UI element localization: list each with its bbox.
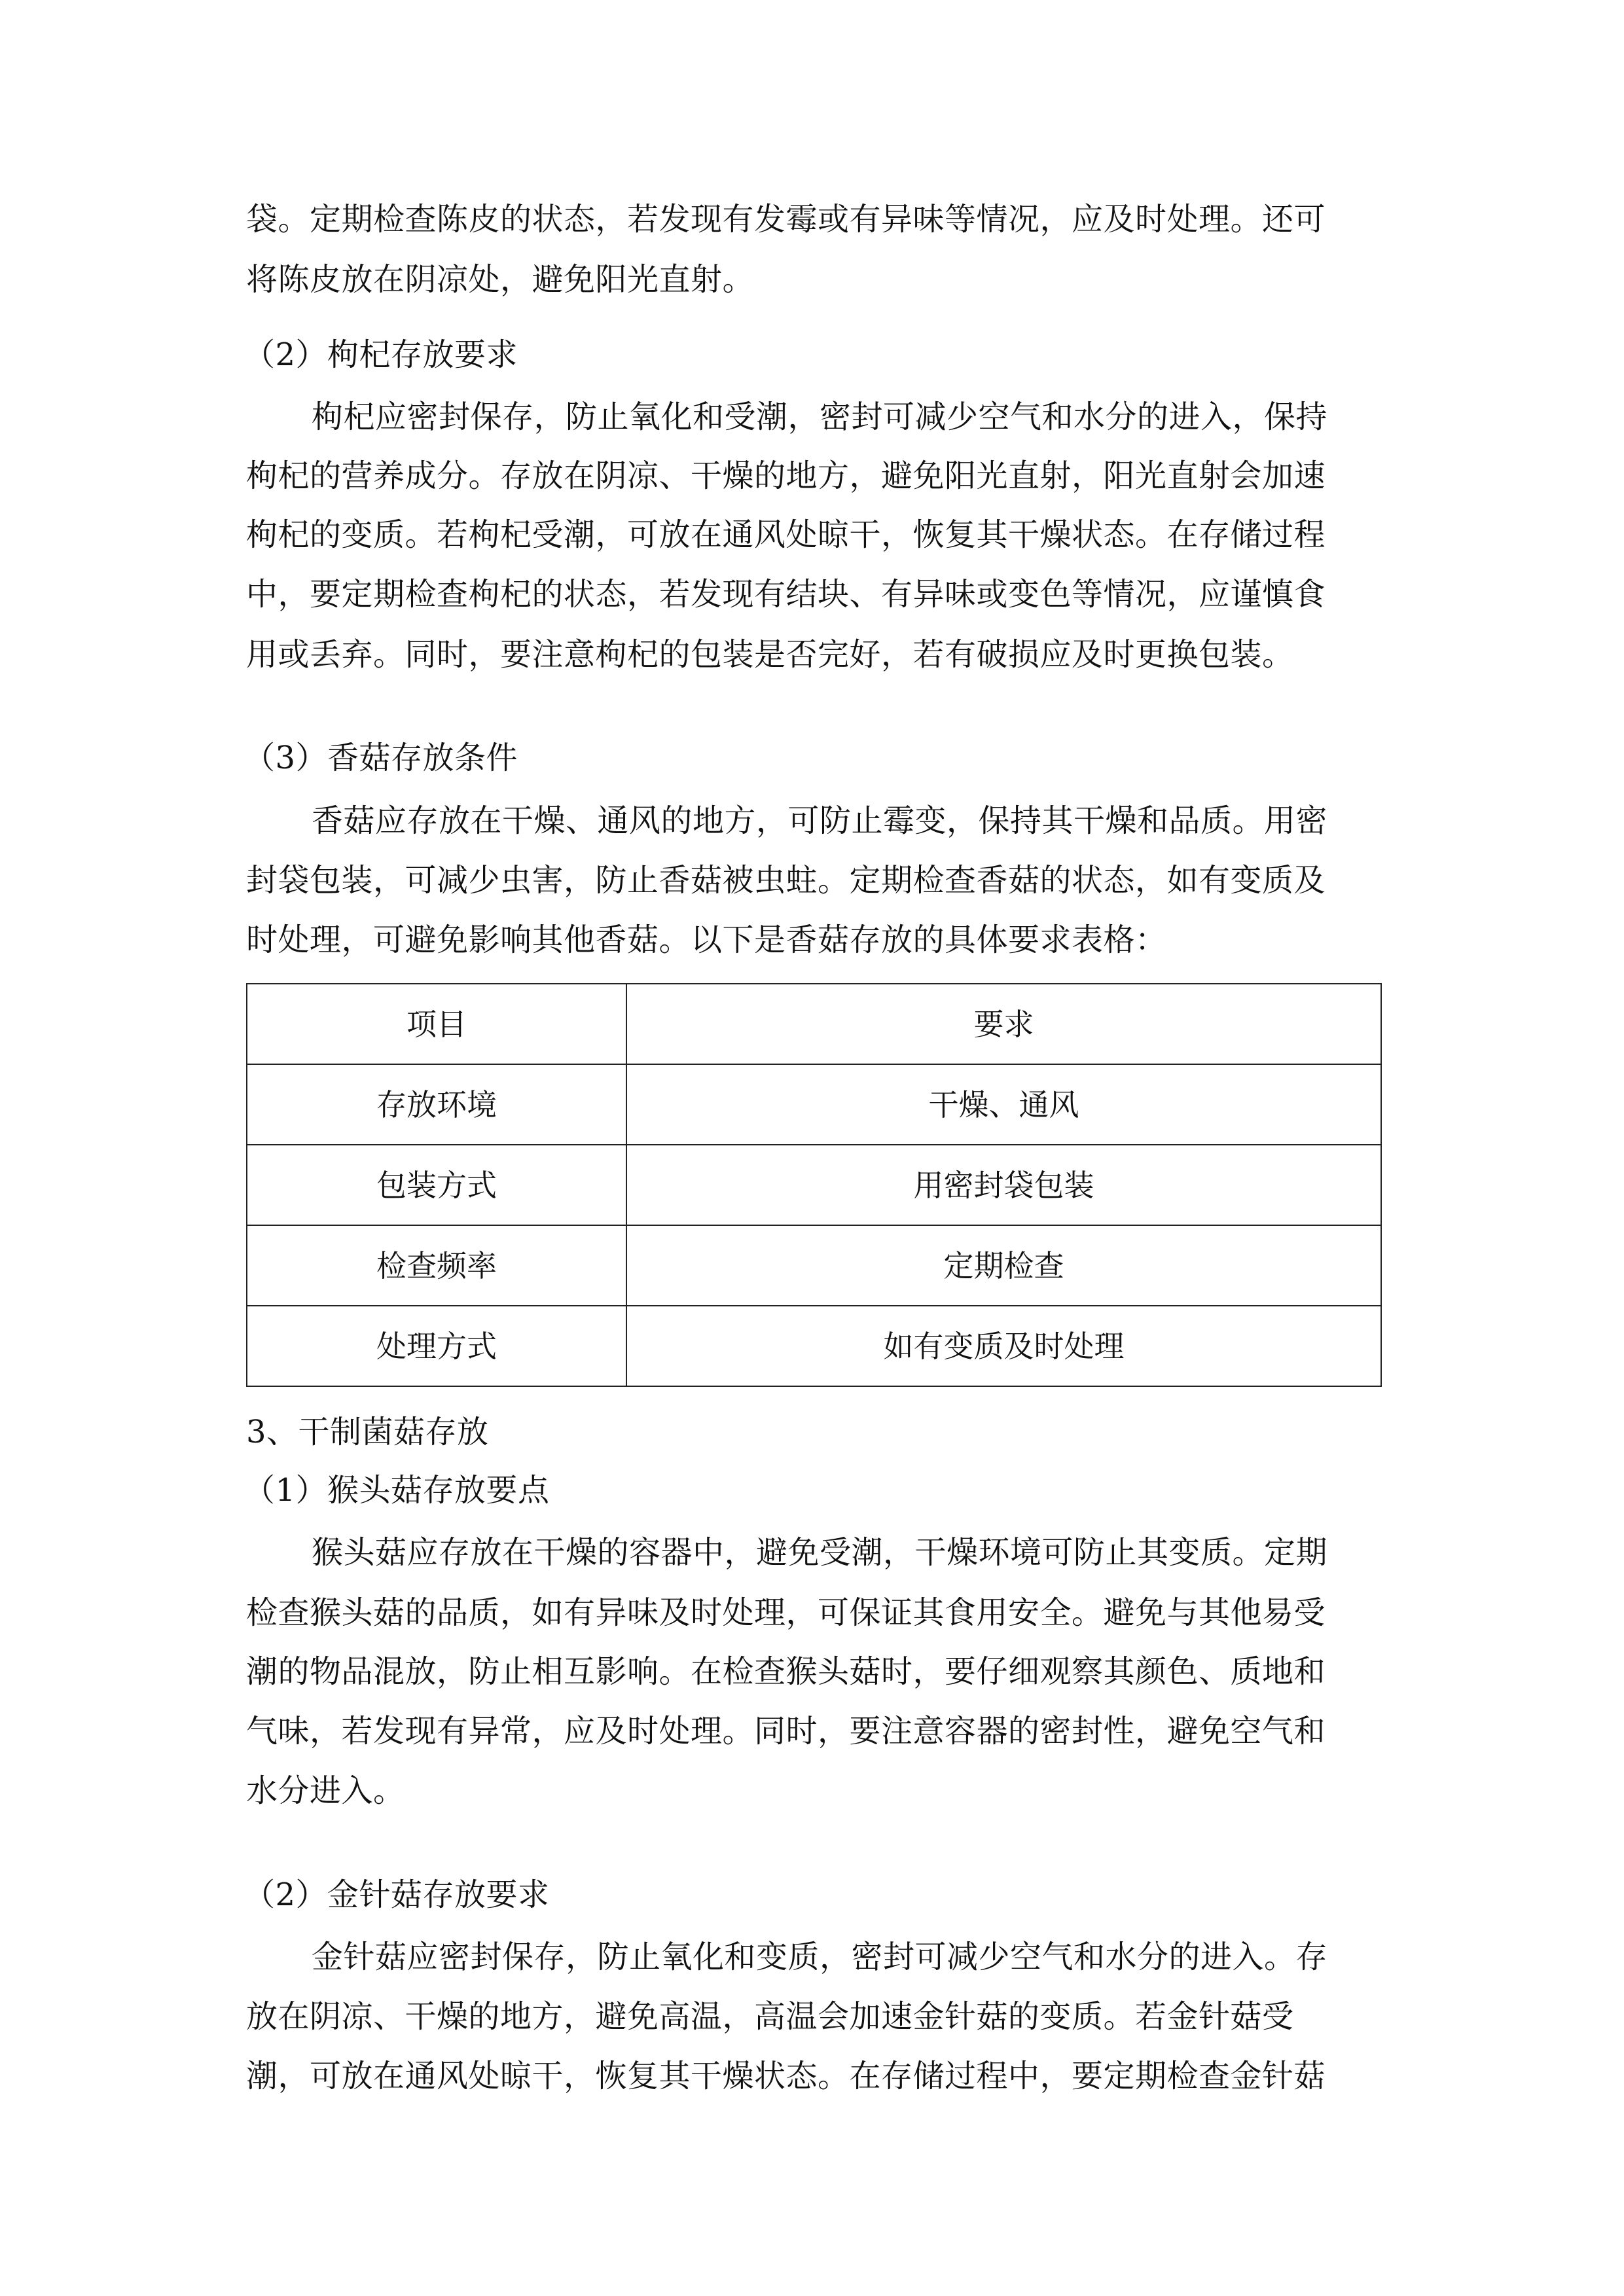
goji-line-1: 枸杞应密封保存，防止氧化和受潮，密封可减少空气和水分的进入，保持 xyxy=(312,399,1328,435)
table-row xyxy=(247,1225,1381,1306)
table-cell: 存放环境 xyxy=(247,1064,626,1145)
enoki-line-3: 潮，可放在通风处晾干，恢复其干燥状态。在存储过程中，要定期检查金针菇 xyxy=(246,2058,1326,2094)
table-cell: 处理方式 xyxy=(247,1306,626,1386)
enoki-heading: （2）金针菇存放要求 xyxy=(244,1876,550,1913)
table-header-cell: 项目 xyxy=(247,984,626,1064)
intro-line-2: 将陈皮放在阴凉处，避免阳光直射。 xyxy=(246,261,755,298)
table-row xyxy=(247,1145,1381,1225)
goji-line-5: 用或丢弃。同时，要注意枸杞的包装是否完好，若有破损应及时更换包装。 xyxy=(246,636,1294,673)
enoki-line-2: 放在阴凉、干燥的地方，避免高温，高温会加速金针菇的变质。若金针菇受 xyxy=(246,1998,1294,2035)
monkey-heading: （1）猴头菇存放要点 xyxy=(244,1472,550,1509)
monkey-line-4: 气味，若发现有异常，应及时处理。同时，要注意容器的密封性，避免空气和 xyxy=(246,1713,1326,1749)
shiitake-requirements-table xyxy=(246,983,1382,1387)
shiitake-line-3: 时处理，可避免影响其他香菇。以下是香菇存放的具体要求表格： xyxy=(246,922,1167,958)
monkey-line-5: 水分进入。 xyxy=(246,1772,405,1809)
shiitake-heading: （3）香菇存放条件 xyxy=(244,740,518,776)
table-cell: 干燥、通风 xyxy=(626,1064,1381,1145)
goji-heading: （2）枸杞存放要求 xyxy=(244,336,518,373)
table-cell: 检查频率 xyxy=(247,1225,626,1306)
shiitake-line-1: 香菇应存放在干燥、通风的地方，可防止霉变，保持其干燥和品质。用密 xyxy=(312,802,1328,839)
monkey-line-1: 猴头菇应存放在干燥的容器中，避免受潮，干燥环境可防止其变质。定期 xyxy=(312,1534,1328,1571)
table-cell: 如有变质及时处理 xyxy=(626,1306,1381,1386)
monkey-line-2: 检查猴头菇的品质，如有异味及时处理，可保证其食用安全。避免与其他易受 xyxy=(246,1594,1326,1631)
goji-line-2: 枸杞的营养成分。存放在阴凉、干燥的地方，避免阳光直射，阳光直射会加速 xyxy=(246,457,1326,494)
table-cell: 用密封袋包装 xyxy=(626,1145,1381,1225)
table-cell: 定期检查 xyxy=(626,1225,1381,1306)
table-row xyxy=(247,1306,1381,1386)
table-cell: 包装方式 xyxy=(247,1145,626,1225)
table-header-cell: 要求 xyxy=(626,984,1381,1064)
section3-heading: 3、干制菌菇存放 xyxy=(246,1414,489,1450)
table-row xyxy=(247,1064,1381,1145)
goji-line-3: 枸杞的变质。若枸杞受潮，可放在通风处晾干，恢复其干燥状态。在存储过程 xyxy=(246,516,1326,553)
monkey-line-3: 潮的物品混放，防止相互影响。在检查猴头菇时，要仔细观察其颜色、质地和 xyxy=(246,1653,1326,1690)
shiitake-line-2: 封袋包装，可减少虫害，防止香菇被虫蛀。定期检查香菇的状态，如有变质及 xyxy=(246,862,1326,899)
goji-line-4: 中，要定期检查枸杞的状态，若发现有结块、有异味或变色等情况，应谨慎食 xyxy=(246,576,1326,613)
intro-line-1: 袋。定期检查陈皮的状态，若发现有发霉或有异味等情况，应及时处理。还可 xyxy=(246,201,1326,238)
table-header-row xyxy=(247,984,1381,1064)
enoki-line-1: 金针菇应密封保存，防止氧化和变质，密封可减少空气和水分的进入。存 xyxy=(312,1939,1328,1975)
